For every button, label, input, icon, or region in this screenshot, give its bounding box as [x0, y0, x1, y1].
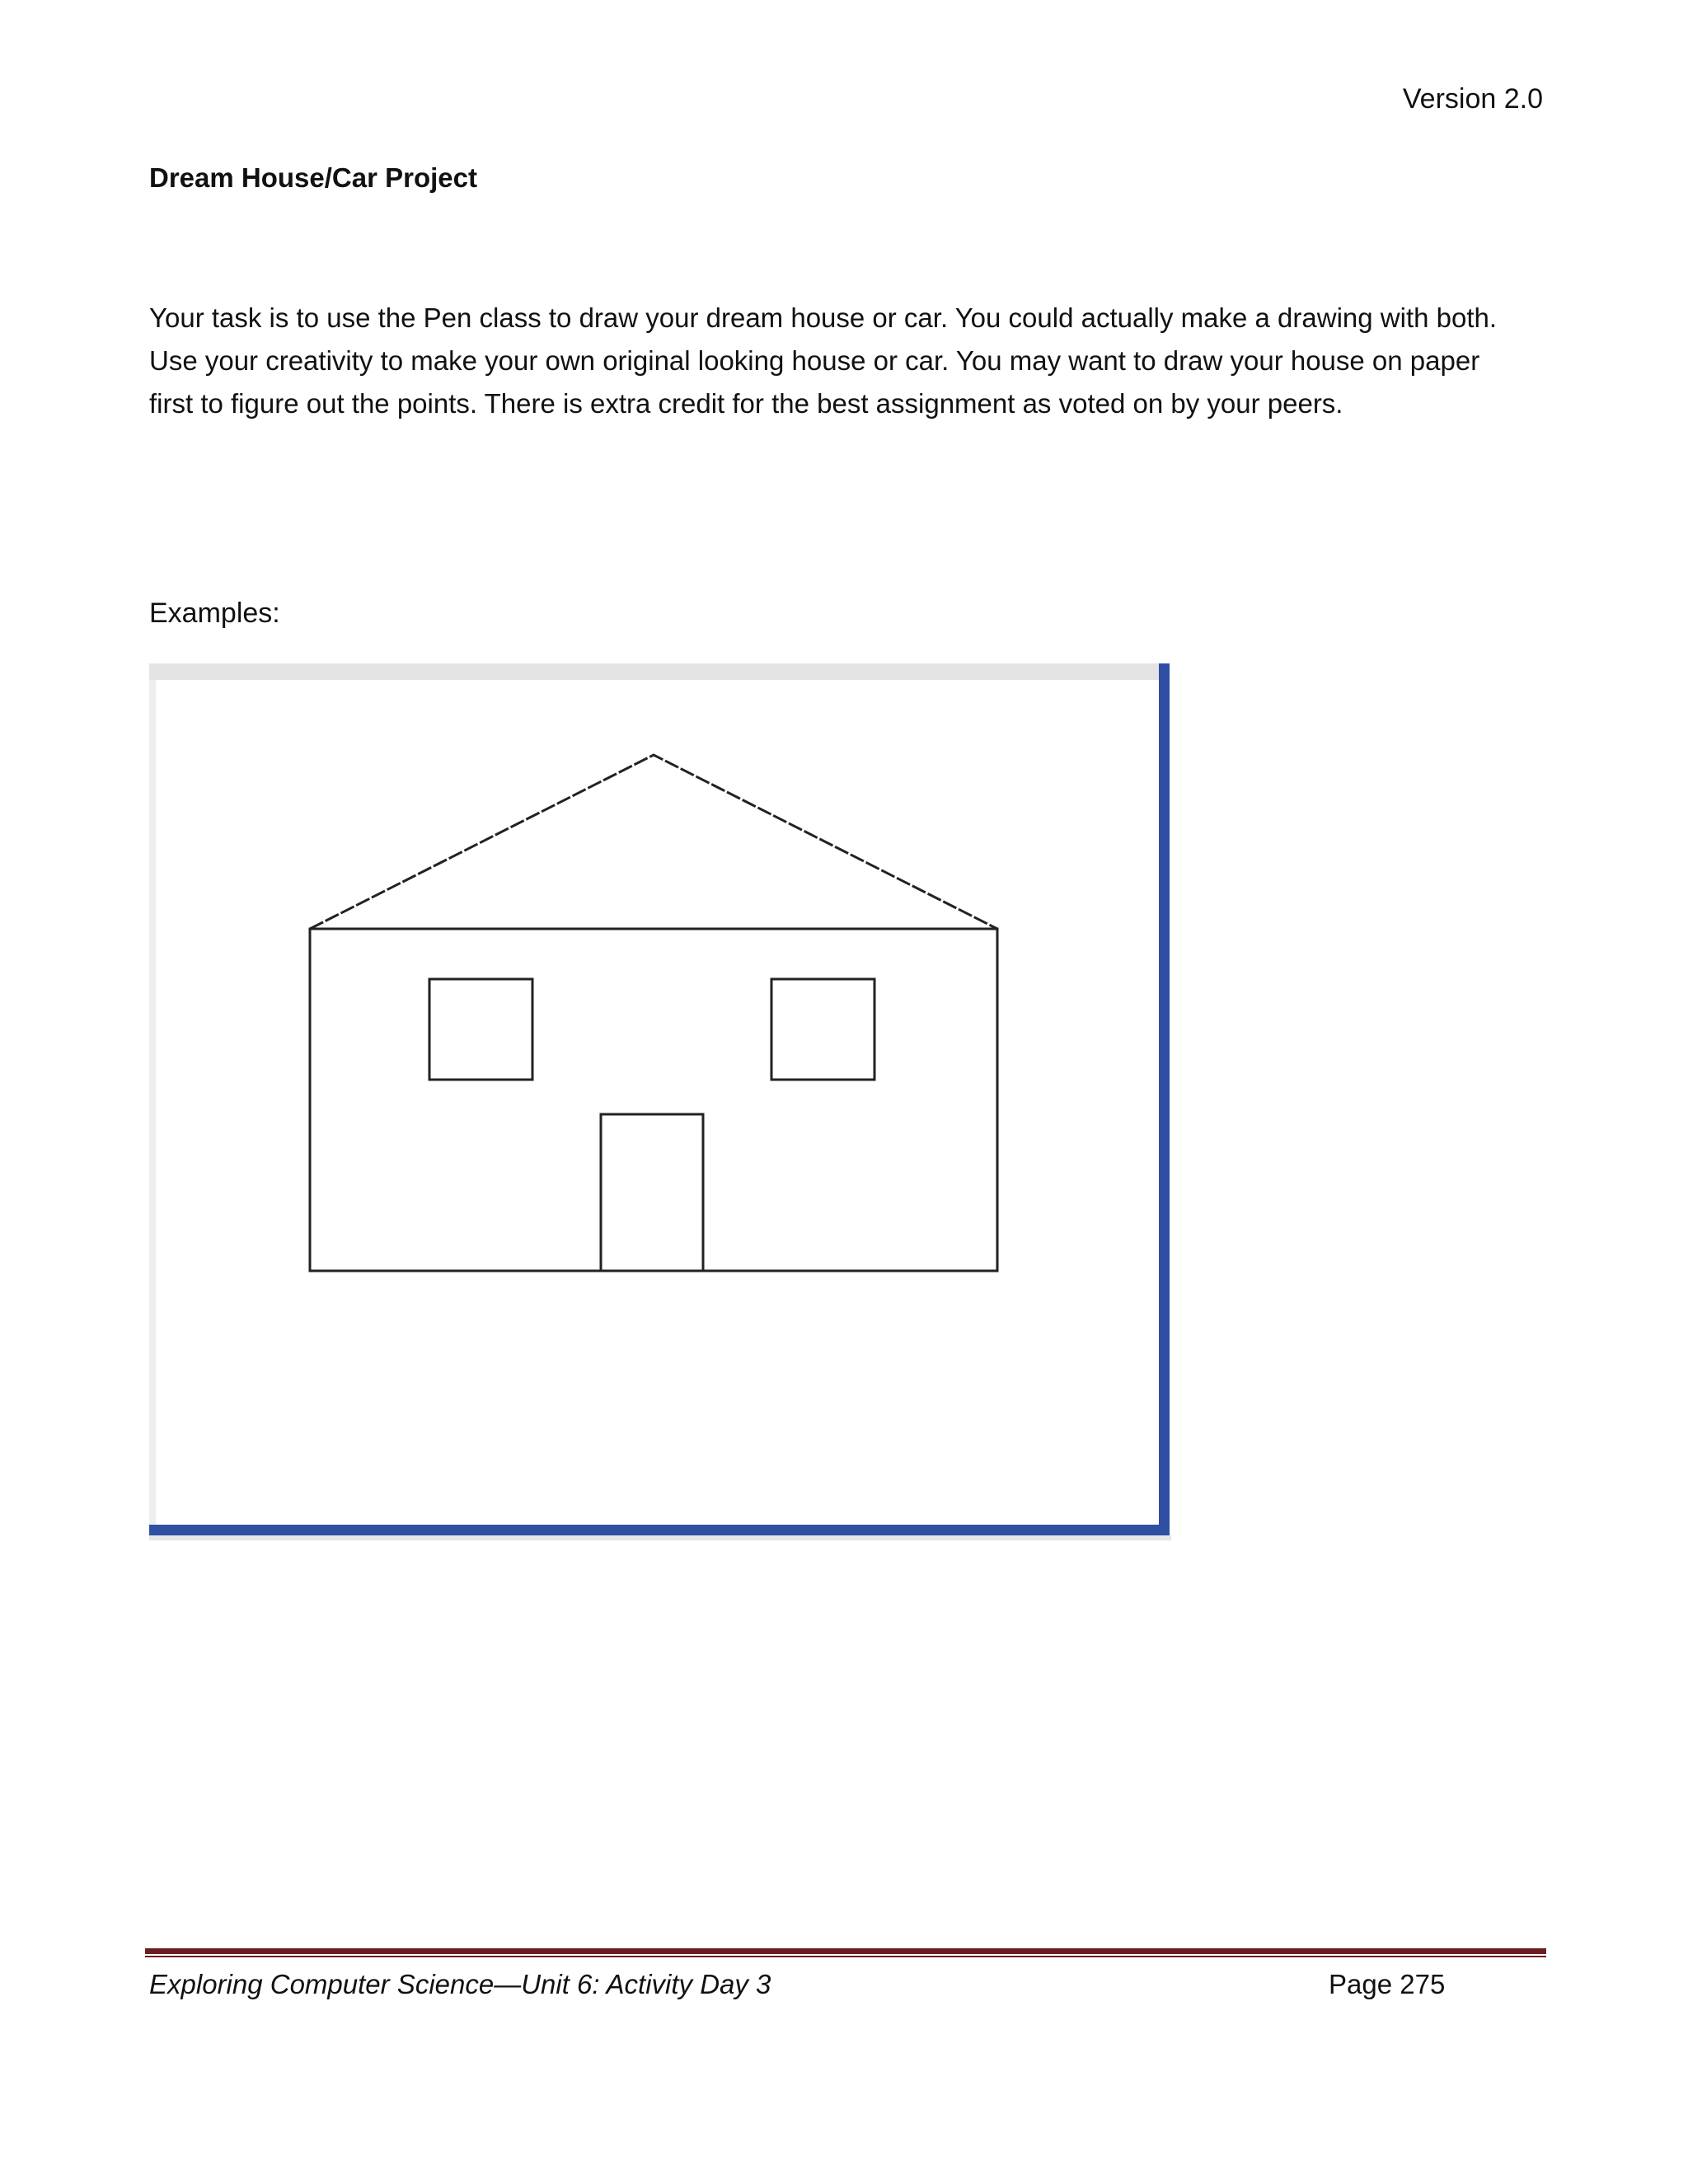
canvas-background	[149, 663, 1170, 1535]
footer-course-title: Exploring Computer Science—Unit 6: Activity Day 3	[149, 1969, 771, 1999]
examples-label: Examples:	[149, 598, 280, 629]
frame-bottom-border	[149, 1525, 1170, 1535]
paragraph-line: Use your creativity to make your own original looking house or car. You may want to draw your house on paper	[149, 345, 1480, 376]
example-house-drawing	[149, 663, 1179, 1547]
frame-top-bar	[149, 663, 1168, 680]
footer-divider	[145, 1948, 1546, 1958]
frame-bottom-shadow	[149, 1535, 1171, 1540]
footer-page-number: Page 275	[1329, 1969, 1446, 1999]
paragraph-line: first to figure out the points. There is extra credit for the best assignment as voted on by your peers.	[149, 388, 1343, 419]
frame-right-border	[1159, 663, 1170, 1535]
frame-left-edge	[149, 680, 156, 1529]
house-drawing-canvas	[149, 663, 1179, 1547]
instructions-paragraph	[149, 297, 1550, 425]
page-title: Dream House/Car Project	[149, 162, 477, 193]
version-label: Version 2.0	[1402, 83, 1543, 115]
paragraph-line: Your task is to use the Pen class to draw your dream house or car. You could actually make a drawing with both.	[149, 302, 1498, 333]
